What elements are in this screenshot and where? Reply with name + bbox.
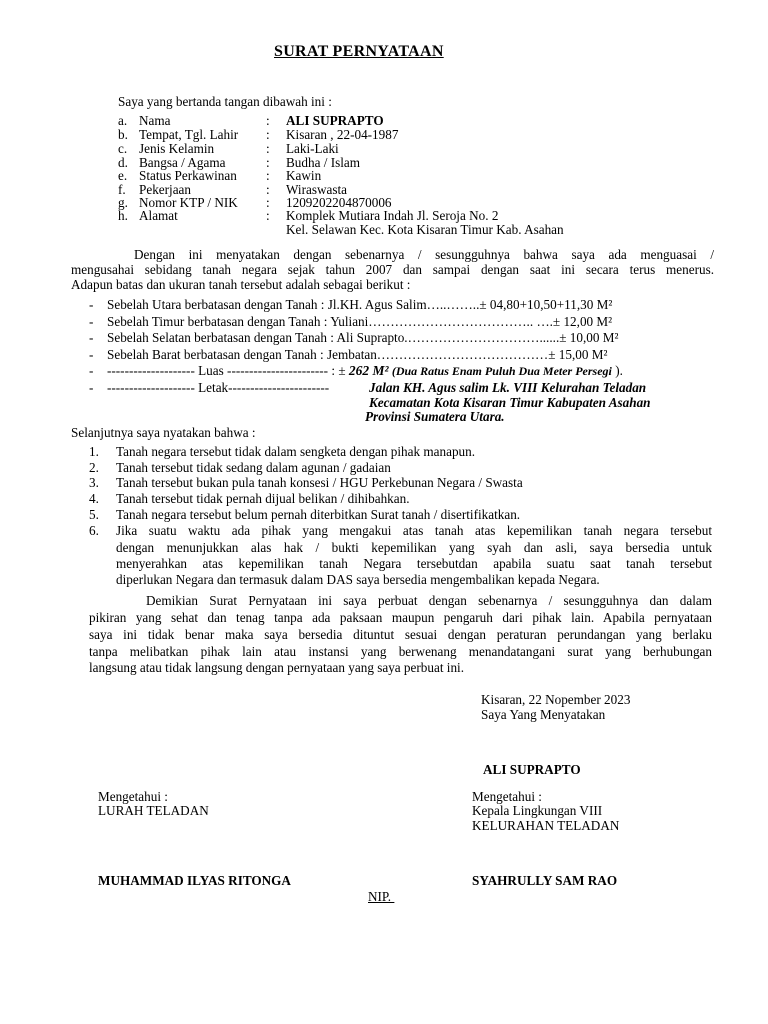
identity-label: Nomor KTP / NIK — [139, 195, 238, 210]
boundary-item: Sebelah Utara berbatasan dengan Tanah : Jl.KH. Agus Salim…..……..± 04,80+10,50+11,30 M² — [107, 297, 613, 312]
identity-label: Jenis Kelamin — [139, 141, 215, 156]
statement-number: 4. — [89, 491, 99, 506]
statement-item: dengan menunjukkan alas hak / bukti kepemilikan yang syah dan asli, saya bersedia untuk — [116, 540, 712, 555]
identity-value: Wiraswasta — [286, 182, 347, 197]
identity-label: Pekerjaan — [139, 182, 191, 197]
paragraph-line: Adapun batas dan ukuran tanah tersebut adalah sebagai berikut : — [71, 277, 411, 292]
statement-item: Tanah tersebut bukan pula tanah konsesi / HGU Perkebunan Negara / Swasta — [116, 475, 523, 490]
declarant-label: Saya Yang Menyatakan — [481, 707, 606, 722]
statement-item: Jika suatu waktu ada pihak yang mengakui atas tanah atas kepemilikan tanah negara tersebut — [116, 523, 712, 538]
identity-letter: f. — [118, 182, 126, 197]
boundary-item: Sebelah Barat berbatasan dengan Tanah : Jembatan…………………………………± 15,00 M² — [107, 347, 608, 362]
identity-colon: : — [266, 208, 270, 223]
statement-item: diperlukan Negara dan termasuk dalam DAS saya bersedia mengembalikan kepada Negara. — [116, 572, 600, 587]
closing-line: tanpa melibatkan pihak lain atau instansi yang berwenang menandatangani surat yang berhubungan — [89, 644, 712, 659]
location-prefix: -------------------- Letak----------------------- — [107, 380, 330, 395]
right-known-label: Mengetahui : — [472, 789, 542, 804]
identity-letter: c. — [118, 141, 128, 156]
location-line: Provinsi Sumatera Utara. — [365, 409, 505, 424]
identity-value: Kel. Selawan Kec. Kota Kisaran Timur Kab. Asahan — [286, 222, 564, 237]
identity-value: Laki-Laki — [286, 141, 339, 156]
statement-number: 1. — [89, 444, 99, 459]
paragraph-line: mengusahai sebidang tanah negara sejak tahun 2007 dan sampai dengan saat ini secara terus menerus. — [71, 262, 714, 277]
left-known-label: Mengetahui : — [98, 789, 168, 804]
statement-intro: Selanjutnya saya nyatakan bahwa : — [71, 425, 256, 440]
nip-label: NIP. — [368, 889, 395, 904]
identity-label: Status Perkawinan — [139, 168, 237, 183]
right-position: Kepala Lingkungan VIII — [472, 803, 603, 818]
identity-letter: d. — [118, 155, 128, 170]
area-suffix: ). — [611, 363, 623, 378]
place-date: Kisaran, 22 Nopember 2023 — [481, 692, 631, 707]
identity-label: Bangsa / Agama — [139, 155, 226, 170]
bullet: - — [89, 314, 94, 329]
statement-number: 5. — [89, 507, 99, 522]
identity-colon: : — [266, 141, 270, 156]
closing-line: Demikian Surat Pernyataan ini saya perbuat dengan sebenarnya / sesungguhnya dan dalam — [146, 593, 712, 608]
identity-label: Nama — [139, 113, 171, 128]
identity-value-name: ALI SUPRAPTO — [286, 113, 384, 128]
bullet: - — [89, 330, 94, 345]
identity-value: 1209202204870006 — [286, 195, 392, 210]
declarant-name: ALI SUPRAPTO — [483, 762, 581, 777]
statement-item: Tanah negara tersebut tidak dalam sengketa dengan pihak manapun. — [116, 444, 476, 459]
statement-item: menyerahkan atas kepemilikan tanah Negara tersebutdan apabila suatu saat tanah tersebut — [116, 556, 712, 571]
intro-text: Saya yang bertanda tangan dibawah ini : — [118, 94, 332, 109]
right-position-2: KELURAHAN TELADAN — [472, 818, 620, 833]
statement-item: Tanah tersebut tidak pernah dijual belikan / dihibahkan. — [116, 491, 410, 506]
area-value: 262 M² — [348, 363, 389, 378]
statement-number: 3. — [89, 475, 99, 490]
closing-line: pikiran yang sehat dan tenag tanpa ada paksaan maupun pengaruh dari pihak lain. Apabila pernyataan — [89, 610, 712, 625]
identity-colon: : — [266, 182, 270, 197]
identity-letter: h. — [118, 208, 128, 223]
paragraph-line: Dengan ini menyatakan dengan sebenarnya / sesungguhnya bahwa saya ada menguasai / — [134, 247, 714, 262]
closing-line: saya ini tidak benar maka saya bersedia dituntut sesuai dengan peraturan perundangan yang berlaku — [89, 627, 712, 642]
identity-value: Budha / Islam — [286, 155, 360, 170]
identity-colon: : — [266, 113, 270, 128]
closing-line: langsung atau tidak langsung dengan pernyataan yang saya perbuat ini. — [89, 660, 464, 675]
identity-letter: a. — [118, 113, 128, 128]
statement-number: 2. — [89, 460, 99, 475]
identity-letter: g. — [118, 195, 128, 210]
area-row — [107, 363, 623, 379]
identity-letter: b. — [118, 127, 128, 142]
identity-colon: : — [266, 168, 270, 183]
identity-value: Kisaran , 22-04-1987 — [286, 127, 399, 142]
identity-colon: : — [266, 155, 270, 170]
area-prefix: -------------------- Luas ----------------------- : ± — [107, 363, 346, 378]
identity-label: Tempat, Tgl. Lahir — [139, 127, 239, 142]
identity-colon: : — [266, 127, 270, 142]
left-position: LURAH TELADAN — [98, 803, 209, 818]
statement-number: 6. — [89, 523, 99, 538]
left-signatory-name: MUHAMMAD ILYAS RITONGA — [98, 873, 291, 888]
boundary-item: Sebelah Timur berbatasan dengan Tanah : Yuliani……………………………….. ….± 12,00 M² — [107, 314, 613, 329]
identity-letter: e. — [118, 168, 128, 183]
boundary-item: Sebelah Selatan berbatasan dengan Tanah : Ali Suprapto.…………………………......± 10,00 M² — [107, 330, 619, 345]
bullet: - — [89, 380, 94, 395]
location-line: Kecamatan Kota Kisaran Timur Kabupaten Asahan — [369, 395, 651, 410]
right-signatory-name: SYAHRULLY SAM RAO — [472, 873, 618, 888]
bullet: - — [89, 297, 94, 312]
identity-value: Kawin — [286, 168, 322, 183]
bullet: - — [89, 347, 94, 362]
identity-value: Komplek Mutiara Indah Jl. Seroja No. 2 — [286, 208, 499, 223]
area-words: (Dua Ratus Enam Puluh Dua Meter Persegi — [391, 364, 612, 378]
identity-label: Alamat — [139, 208, 178, 223]
identity-colon: : — [266, 195, 270, 210]
location-line: Jalan KH. Agus salim Lk. VIII Kelurahan Teladan — [369, 380, 647, 395]
statement-item: Tanah negara tersebut belum pernah diterbitkan Surat tanah / disertifikatkan. — [116, 507, 521, 522]
statement-item: Tanah tersebut tidak sedang dalam agunan / gadaian — [116, 460, 391, 475]
document-title: SURAT PERNYATAAN — [274, 43, 444, 60]
bullet: - — [89, 363, 94, 378]
